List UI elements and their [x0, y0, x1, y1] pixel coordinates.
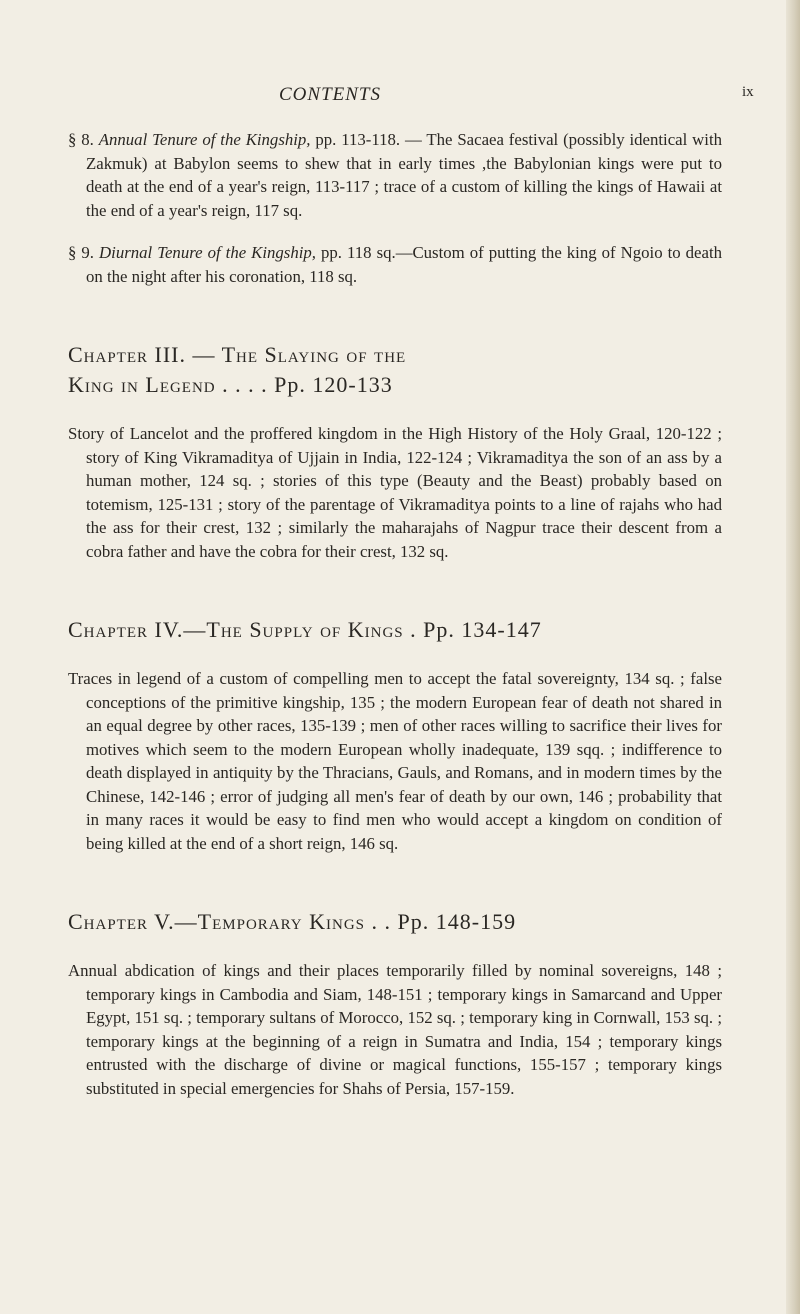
- chapter-heading: [68, 907, 722, 937]
- section-mark: § 8.: [68, 130, 94, 149]
- chapter-heading-line1: Chapter III. — The Slaying of the: [68, 342, 407, 367]
- section-title: Annual Tenure of the Kingship,: [98, 130, 311, 149]
- running-head: [0, 84, 800, 106]
- chapter-summary: Traces in legend of a custom of compelling men to accept the fatal sovereignty, 134 sq. ; false conceptions of the primitive kingship, 135 ; the modern European fear of death not shared in an equal degree by other races, 135-139 ; men of other races willing to sacrifice their lives for motives which seem to the modern European wholly inadequate, 139 sqq. ; indifference to death displayed in antiquity by the Thracians, Gauls, and Romans, and in modern times by the Chinese, 142-146 ; error of judging all men's fear of death by our own, 146 ; probability that in many races it would be easy to find men who would accept a kingdom on condition of being killed at the end of a short reign, 146 sq.: [68, 669, 722, 853]
- section-entry: [68, 128, 722, 222]
- section-text: pp. 118 sq.—Custom of putting the king of Ngoio to death on the night after his coronation, 118 sq.: [86, 243, 723, 286]
- page-number: ix: [742, 84, 754, 100]
- section-mark: § 9.: [68, 243, 94, 262]
- chapter-summary: Annual abdication of kings and their places temporarily filled by nominal sovereigns, 148 ; temporary kings in Cambodia and Siam, 148-151 ; temporary kings in Samarcand and Upper Egypt, 151 sq. ; temporary sultans of Morocco, 152 sq. ; temporary king in Cornwall, 153 sq. ; temporary kings at the beginning of a reign in Sumatra and India, 154 ; temporary kings entrusted with the discharge of divine or magical functions, 155-157 ; temporary kings substituted in special emergencies for Shahs of Persia, 157-159.: [68, 961, 722, 1098]
- chapter-heading-line2: King in Legend . . . .: [68, 372, 268, 397]
- chapter-pages: Pp. 134-147: [423, 617, 542, 642]
- section-entry: [68, 241, 722, 288]
- chapter-heading: [68, 340, 722, 400]
- chapter-pages: Pp. 148-159: [397, 909, 517, 934]
- chapter-summary: Story of Lancelot and the proffered kingdom in the High History of the Holy Graal, 120-122 ; story of King Vikramaditya of Ujjain in India, 122-124 ; Vikramaditya the son of an ass by a human mother, 124 sq. ; stories of this type (Beauty and the Beast) probably based on totemism, 125-131 ; story of the parentage of Vikramaditya points to a line of rajahs who had the ass for their crest, 132 ; similarly the maharajahs of Nagpur trace their descent from a cobra father and have the cobra for their crest, 132 sq.: [68, 424, 722, 561]
- chapter-heading: [68, 615, 722, 645]
- chapter-pages: Pp. 120-133: [274, 372, 393, 397]
- running-head-title: CONTENTS: [279, 84, 381, 105]
- contents-body: [68, 128, 722, 1100]
- chapter-heading-line1: Chapter IV.—The Supply of Kings .: [68, 617, 417, 642]
- section-text: pp. 113-118. — The Sacaea festival (possibly identical with Zakmuk) at Babylon seems to shew that in early times ,the Babylonian kings were put to death at the end of a year's reign, 113-117 ; trace of a custom of killing the kings of Hawaii at the end of a year's reign, 117 sq.: [86, 130, 722, 220]
- chapter-heading-line1: Chapter V.—Temporary Kings . .: [68, 909, 392, 934]
- section-title: Diurnal Tenure of the Kingship,: [99, 243, 316, 262]
- page-edge: [786, 0, 800, 1314]
